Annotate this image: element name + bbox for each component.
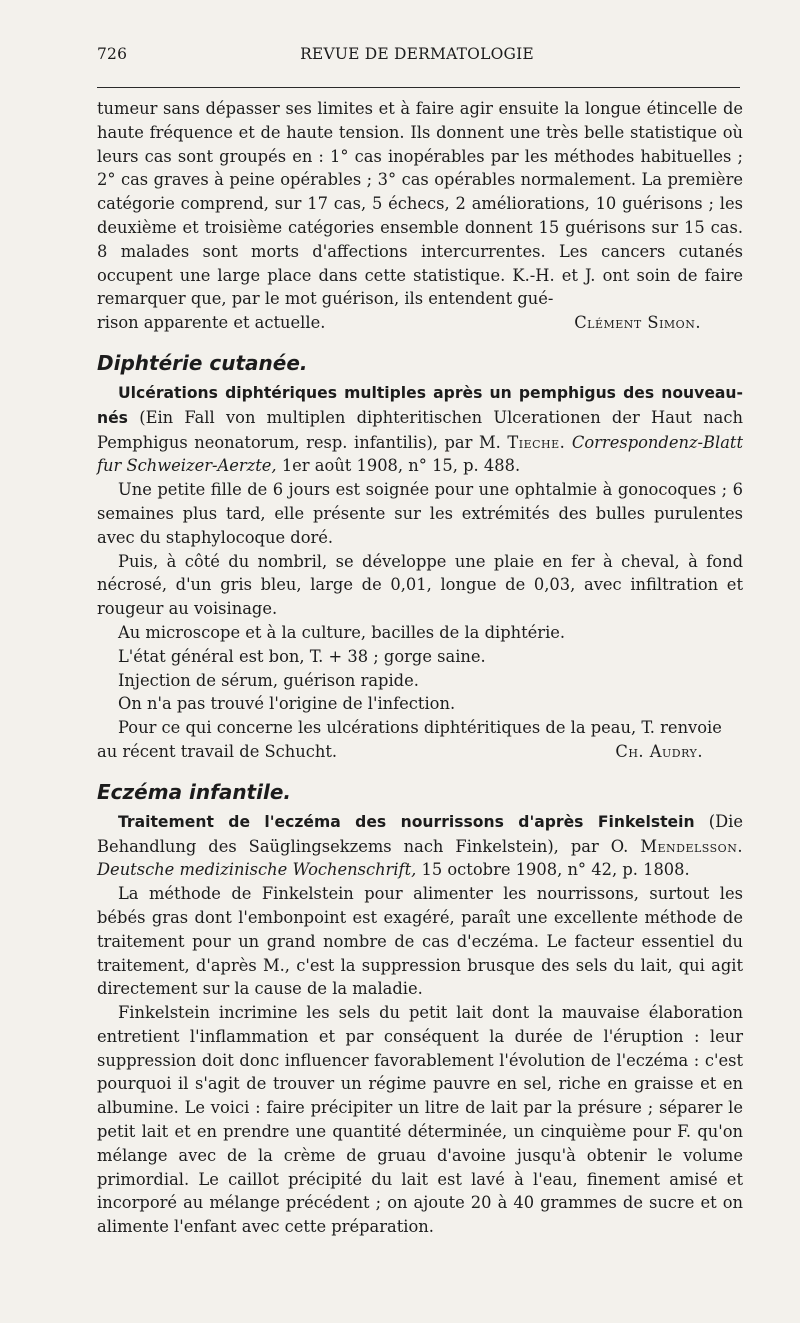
page-body [97,97,743,1239]
reference-text: (Ein Fall von multiplen diphteritischen Ulcerationen der Haut nach Pemphigus neonatorum, resp. infantilis), par M. [97,407,743,452]
body-paragraph: On n'a pas trouvé l'origine de l'infection. [118,694,456,714]
intro-paragraph: tumeur sans dépasser ses limites et à faire agir ensuite la longue étincelle de haute fréquence et de haute tension. Ils donnent une très belle statistique où leurs cas sont groupés en : 1° cas inopérables par les méthodes habituelles ; 2° cas graves à peine opérables ; 3° cas opérables normalement. La première catégorie comprend, sur 17 cas, 5 échecs, 2 améliorations, 10 guérisons ; les deuxième et troisième catégories ensemble donnent 15 guérisons sur 15 cas. 8 malades sont morts d'affections intercurrentes. Les cancers cutanés occupent une large place dans cette statistique. K.-H. et J. ont soin de faire remarquer que, par le mot guérison, ils entendent gué- [97,99,743,309]
article-reference-eczema [97,810,743,882]
page-header [97,45,737,71]
running-title: REVUE DE DERMATOLOGIE [300,45,534,63]
body-paragraph: Puis, à côté du nombril, se développe une plaie en fer à cheval, à fond nécrosé, d'un gris bleu, large de 0,01, longue de 0,03, avec infiltration et rougeur au voisinage. [97,551,743,619]
author-name: Mendelsson. [640,836,743,856]
section1-signature-line [97,740,743,764]
page-number: 726 [97,45,128,63]
journal-name: Deutsche medizinische Wochenschrift, [97,860,417,880]
article-title: Traitement de l'eczéma des nourrissons d'après Finkelstein [118,812,695,831]
article-reference-diphtherie [97,381,743,478]
section-heading-diphtherie: Diphtérie cutanée. [97,350,308,375]
section1-signature: Ch. Audry. [615,741,703,761]
reference-details: 1er août 1908, n° 15, p. 488. [281,456,521,476]
intro-last-line: rison apparente et actuelle. [97,313,326,333]
intro-signature-line [97,311,743,335]
section1-last-line: au récent travail de Schucht. [97,741,338,761]
article-title: Ulcérations diphtériques multiples après un pemphigus des nouveau-nés [97,383,743,427]
body-paragraph: Une petite fille de 6 jours est soignée pour une ophtalmie à gonocoques ; 6 semaines plus tard, elle présente sur les extrémités des bulles purulentes avec du staphylocoque doré. [97,480,743,547]
body-paragraph: Au microscope et à la culture, bacilles de la diphtérie. [118,622,566,642]
header-rule [97,87,740,88]
section-heading-eczema: Eczéma infantile. [97,779,291,804]
reference-text: (Die Behandlung des Saüglingsekzems nach Finkelstein), par O. [97,811,743,856]
intro-signature: Clément Simon. [574,313,701,333]
body-paragraph: Finkelstein incrimine les sels du petit lait dont la mauvaise élaboration entretient l'inflammation et par conséquent la durée de l'éruption : leur suppression doit donc influencer favorablement l'évolution de l'eczéma : c'est pourquoi il s'agit de trouver un régime pauvre en sel, riche en graisse et en albumine. Le voici : faire précipiter un litre de lait par la présure ; séparer le petit lait et en prendre une quantité déterminée, un cinquième pour F. qu'on mélange avec de la crème de gruau d'avoine jusqu'à obtenir le volume primordial. Le caillot précipité du lait est lavé à l'eau, finement amisé et incorporé au mélange précédent ; on ajoute 20 à 40 grammes de sucre et on alimente l'enfant avec cette préparation. [97,1003,743,1237]
body-paragraph: Pour ce qui concerne les ulcérations diphtéritiques de la peau, T. renvoie [118,718,722,738]
body-paragraph: Injection de sérum, guérison rapide. [118,670,419,690]
reference-details: 15 octobre 1908, n° 42, p. 1808. [421,860,690,880]
journal-name: Correspondenz-Blatt fur Schweizer-Aerzte, [97,432,743,476]
body-paragraph: La méthode de Finkelstein pour alimenter les nourrissons, surtout les bébés gras dont l'embonpoint est exagéré, paraît une excellente méthode de traitement pour un grand nombre de cas d'eczéma. Le facteur essentiel du traitement, d'après M., c'est la suppression brusque des sels du lait, qui agit directement sur la cause de la maladie. [97,884,743,999]
author-name: Tieche. [507,432,566,452]
body-paragraph: L'état général est bon, T. + 38 ; gorge saine. [118,646,486,666]
